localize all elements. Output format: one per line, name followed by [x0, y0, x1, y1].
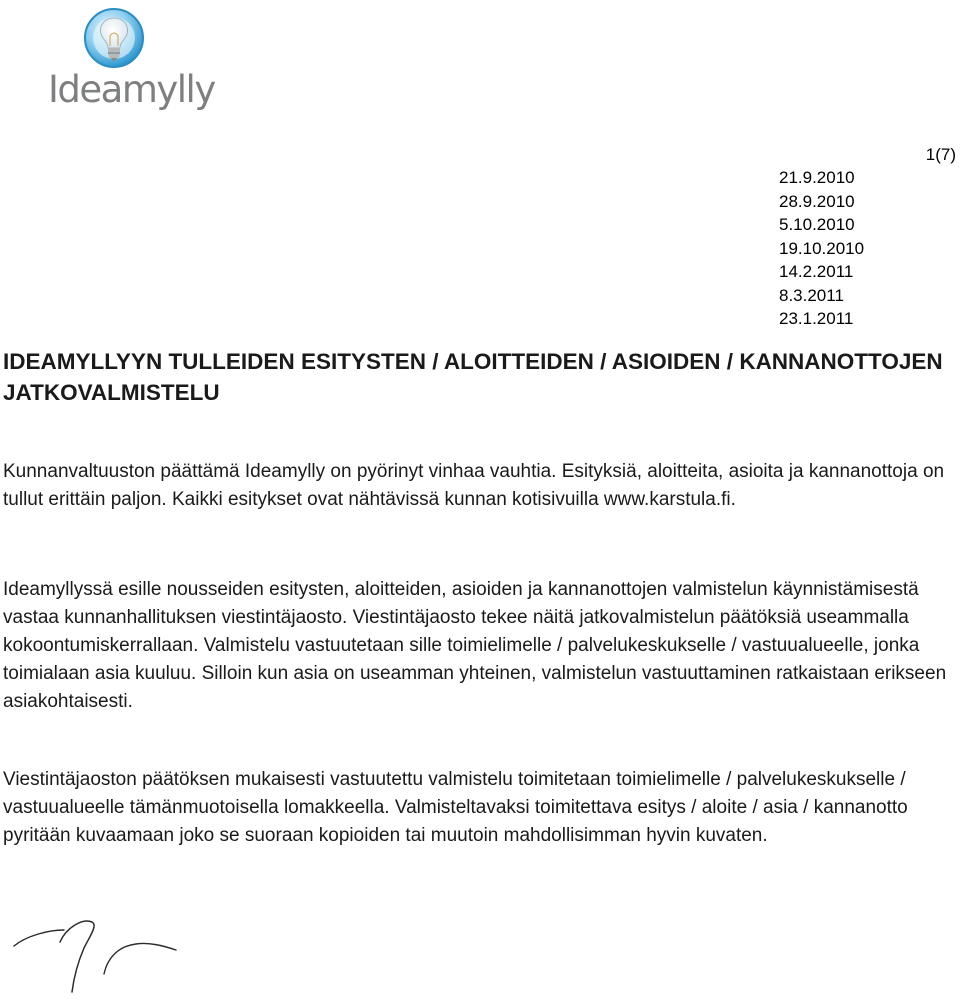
logo-wordmark: Ideamylly	[48, 68, 215, 111]
document-title: IDEAMYLLYYN TULLEIDEN ESITYSTEN / ALOITTEIDEN / ASIOIDEN / KANNANOTTOJEN JATKOVALMISTELU	[3, 349, 943, 405]
paragraph: Ideamyllyssä esille nousseiden esitysten, aloitteiden, asioiden ja kannanottojen valmistelun käynnistämisestä vastaa kunnanhallituksen viestintäjaosto. Viestintäjaosto tekee näitä jatkovalmistelun päätöksiä useammalla kokoontumiskerrallaan. Valmistelu vastuutetaan sille toimielimelle / palvelukeskukselle / vastuualueelle, jonka toimialaan asia kuuluu. Silloin kun asia on useamman yhteinen, valmistelun vastuuttaminen ratkaistaan erikseen asiakohtaisesti.	[3, 579, 947, 712]
date-list	[779, 166, 864, 331]
lightbulb-icon	[82, 6, 146, 76]
paragraph: Kunnanvaltuuston päättämä Ideamylly on pyörinyt vinhaa vauhtia. Esityksiä, aloitteita, asioita ja kannanottoja on tullut erittäin paljon. Kaikki esitykset ovat nähtävissä kunnan kotisivuilla www.karstula.fi.	[3, 461, 945, 510]
date-item: 23.1.2011	[779, 309, 854, 328]
date-item: 14.2.2011	[779, 262, 854, 281]
date-item: 21.9.2010	[779, 168, 855, 187]
date-item: 28.9.2010	[779, 191, 855, 211]
date-item: 19.10.2010	[779, 238, 865, 258]
handwritten-signature	[0, 912, 220, 1002]
date-item: 5.10.2010	[779, 215, 855, 234]
date-item: 8.3.2011	[779, 285, 844, 305]
page-number: 1(7)	[925, 145, 956, 164]
paragraph: Viestintäjaoston päätöksen mukaisesti vastuutettu valmistelu toimitetaan toimielimelle / palvelukeskukselle / vastuualueelle tämänmuotoisella lomakkeella. Valmisteltavaksi toimitettava esitys / aloite / asia / kannanotto pyritään kuvaamaan joko se suoraan kopioiden tai muutoin mahdollisimman hyvin kuvaten.	[3, 769, 908, 846]
ideamylly-logo	[48, 6, 215, 111]
